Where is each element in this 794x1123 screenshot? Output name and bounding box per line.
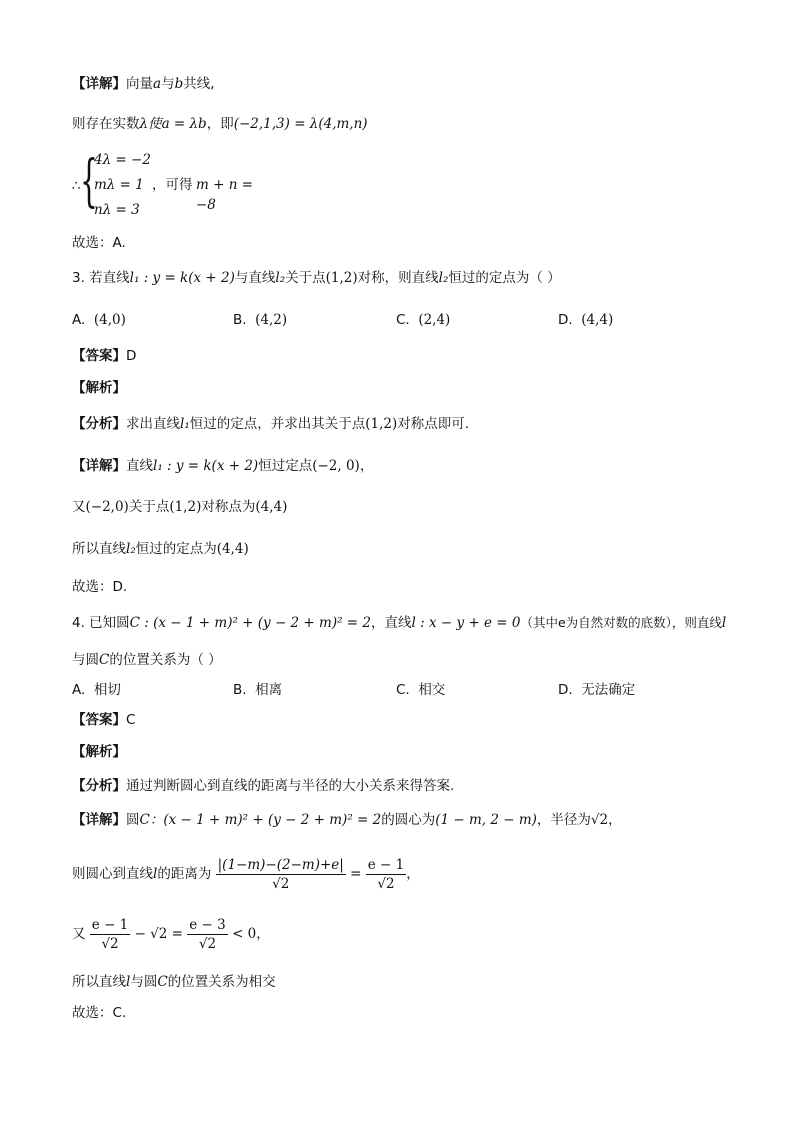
so-text: 所以直线 bbox=[72, 974, 126, 990]
option-value: 相离 bbox=[255, 682, 283, 698]
detail-text: 圆 bbox=[126, 812, 140, 828]
vector-b: b bbox=[174, 76, 184, 92]
fraction-numerator: e − 3 bbox=[189, 916, 226, 933]
q4-circle-eq: C : (x − 1 + m)² + (y − 2 + m)² = 2 bbox=[129, 615, 371, 631]
option-label: D. bbox=[558, 682, 573, 698]
compare-end: < 0， bbox=[232, 926, 270, 942]
analyze-tag: 【分析】 bbox=[72, 778, 126, 794]
eq-vector: (−2,1,3) = λ(4,m,n) bbox=[233, 116, 368, 132]
q3-point: (1,2) bbox=[325, 270, 358, 286]
detail-c: C： bbox=[139, 812, 164, 828]
detail-radius: √2 bbox=[590, 812, 609, 828]
q3-line-l1: l₁ : y = k(x + 2) bbox=[129, 270, 235, 286]
dist-l: l bbox=[153, 866, 158, 882]
q4-distance bbox=[72, 852, 420, 896]
analyze-text: 恒过的定点，并求出其关于点 bbox=[189, 416, 366, 432]
again-point: (−2,0) bbox=[85, 499, 129, 515]
so-text: 与圆 bbox=[130, 974, 158, 990]
q3-stem-end2: 恒过的定点为（ ） bbox=[448, 270, 561, 286]
option-label: B. bbox=[233, 312, 247, 328]
q3-analysis-tag: 【解析】 bbox=[72, 380, 126, 396]
q4-analyze bbox=[72, 776, 454, 796]
analyze-tag: 【分析】 bbox=[72, 416, 126, 432]
answer-value: C bbox=[126, 712, 136, 728]
so-l2: l₂ bbox=[126, 541, 136, 557]
analyze-point: (1,2) bbox=[365, 416, 398, 432]
detail-tag: 【详解】 bbox=[72, 458, 126, 474]
compare-fraction bbox=[90, 916, 130, 953]
q3-stem-mid2: 关于点 bbox=[285, 270, 326, 286]
again-point: (1,2) bbox=[169, 499, 202, 515]
q3-answer bbox=[72, 346, 136, 366]
therefore-symbol: ∴ bbox=[72, 178, 81, 194]
option-value: 无法确定 bbox=[581, 682, 636, 698]
option-label: D. bbox=[558, 312, 573, 328]
dist-text: 的距离为 bbox=[157, 866, 212, 882]
vector-a: a bbox=[153, 76, 162, 92]
option-label: A. bbox=[72, 682, 86, 698]
q4-stem-text: 与圆 bbox=[72, 652, 99, 668]
detail-center: (1 − m, 2 − m) bbox=[435, 812, 537, 828]
q4-stem bbox=[72, 613, 726, 633]
option-value: 相交 bbox=[418, 682, 446, 698]
option-label: B. bbox=[233, 682, 247, 698]
again-text: 对称点为 bbox=[201, 499, 256, 515]
system-row-3: nλ = 3 bbox=[94, 202, 140, 218]
q4-stem-c: C bbox=[99, 652, 110, 668]
fraction-numerator: e − 1 bbox=[91, 916, 129, 933]
lambda-use: λ使 bbox=[139, 116, 162, 132]
distance-fraction-2 bbox=[366, 856, 406, 893]
analyze-text: 通过判断圆心到直线的距离与半径的大小关系来得答案. bbox=[126, 778, 455, 794]
detail-eq: (x − 1 + m)² + (y − 2 + m)² = 2 bbox=[163, 812, 382, 828]
exists-text: 则存在实数 bbox=[72, 116, 140, 132]
q3-stem-prefix: 3. 若直线 bbox=[72, 270, 130, 286]
fraction-numerator: e − 1 bbox=[367, 856, 405, 873]
so-text: 恒过的定点为 bbox=[135, 541, 217, 557]
option-label: C. bbox=[396, 682, 410, 698]
compare-fraction-2 bbox=[187, 916, 227, 953]
answer-value: D bbox=[126, 348, 137, 364]
fraction-denominator: √2 bbox=[377, 875, 395, 892]
detail-text: 向量 bbox=[126, 76, 153, 92]
analyze-l1: l₁ bbox=[180, 416, 190, 432]
option-value: (4,4) bbox=[581, 312, 614, 328]
q4-option-d bbox=[558, 680, 635, 700]
fraction-numerator: |(1−m)−(2−m)+e| bbox=[217, 856, 344, 873]
fraction-denominator: √2 bbox=[198, 935, 217, 952]
q4-line-eq: l : x − y + e = 0 bbox=[411, 615, 521, 631]
q4-stem-line2 bbox=[72, 650, 222, 670]
detail-text: ，半径为 bbox=[536, 812, 591, 828]
q2-detail-line bbox=[72, 74, 215, 94]
q3-option-a bbox=[72, 310, 126, 330]
system-row-2: mλ = 1 bbox=[94, 177, 144, 193]
equals-sign: = bbox=[350, 866, 362, 882]
q3-option-d bbox=[558, 310, 613, 330]
q3-l2b: l₂ bbox=[438, 270, 449, 286]
detail-eq: l₁ : y = k(x + 2) bbox=[153, 458, 259, 474]
system-row-1: 4λ = −2 bbox=[94, 152, 151, 168]
q3-l2: l₂ bbox=[275, 270, 286, 286]
analyze-text: 对称点即可. bbox=[397, 416, 470, 432]
so-text: 的位置关系为相交 bbox=[167, 974, 276, 990]
analyze-text: 求出直线 bbox=[126, 416, 180, 432]
option-value: (2,4) bbox=[418, 312, 451, 328]
option-label: A. bbox=[72, 312, 86, 328]
answer-tag: 【答案】 bbox=[72, 712, 126, 728]
q3-option-c bbox=[396, 310, 450, 330]
q4-l-end: l bbox=[721, 615, 727, 631]
result-eq: m + n = −8 bbox=[196, 177, 253, 213]
q3-analyze bbox=[72, 414, 469, 434]
q3-choose: 故选：D. bbox=[72, 579, 128, 595]
q2-answer: 故选：A. bbox=[72, 235, 126, 251]
again-text: 关于点 bbox=[128, 499, 170, 515]
ie-text: ，即 bbox=[206, 116, 234, 132]
fraction-denominator: √2 bbox=[101, 935, 119, 952]
detail-text: ， bbox=[359, 458, 374, 474]
answer-tag: 【答案】 bbox=[72, 348, 126, 364]
q4-analysis-tag: 【解析】 bbox=[72, 744, 126, 760]
detail-text: ， bbox=[608, 812, 622, 828]
q3-stem-end: 对称，则直线 bbox=[357, 270, 439, 286]
q3-stem-mid: 与直线 bbox=[234, 270, 276, 286]
detail-text: 恒过定点 bbox=[258, 458, 313, 474]
q4-answer bbox=[72, 710, 135, 730]
so-text: 所以直线 bbox=[72, 541, 126, 557]
result-text: ，可得 bbox=[152, 177, 193, 193]
fraction-denominator: √2 bbox=[272, 875, 290, 892]
again-text: 又 bbox=[72, 499, 86, 515]
option-label: C. bbox=[396, 312, 410, 328]
equation-system bbox=[72, 150, 272, 220]
dist-text: 则圆心到直线 bbox=[72, 866, 153, 882]
q4-compare bbox=[72, 912, 270, 956]
detail-tag: 【详解】 bbox=[72, 76, 126, 92]
q4-choose: 故选：C. bbox=[72, 1005, 127, 1021]
q2-exists-line bbox=[72, 114, 368, 134]
again-point: (4,4) bbox=[255, 499, 288, 515]
eq-a-lambda-b: a = λb bbox=[161, 116, 207, 132]
and-text: 与 bbox=[161, 76, 175, 92]
distance-fraction bbox=[216, 856, 346, 893]
q4-option-b bbox=[233, 680, 282, 700]
compare-minus: − √2 = bbox=[134, 926, 183, 942]
q4-stem-mid: ，直线 bbox=[371, 615, 412, 631]
detail-text: 直线 bbox=[126, 458, 153, 474]
so-l: l bbox=[126, 974, 131, 990]
q4-option-a bbox=[72, 680, 121, 700]
option-value: (4,2) bbox=[255, 312, 288, 328]
so-point: (4,4) bbox=[216, 541, 249, 557]
q3-stem bbox=[72, 268, 561, 288]
option-value: 相切 bbox=[93, 682, 121, 698]
option-value: (4,0) bbox=[93, 312, 126, 328]
q3-detail bbox=[72, 456, 373, 476]
q3-option-b bbox=[233, 310, 287, 330]
collinear-text: 共线, bbox=[183, 76, 215, 92]
brace: { bbox=[80, 149, 98, 214]
detail-text: 的圆心为 bbox=[381, 812, 436, 828]
q3-so bbox=[72, 539, 249, 559]
q4-detail bbox=[72, 810, 622, 830]
q3-again bbox=[72, 497, 287, 517]
dist-end: ， bbox=[406, 866, 420, 882]
detail-point: (−2, 0) bbox=[312, 458, 360, 474]
so-c: C bbox=[157, 974, 168, 990]
q4-stem-prefix: 4. 已知圆 bbox=[72, 615, 130, 631]
q4-stem-text: 的位置关系为（ ） bbox=[109, 652, 222, 668]
detail-tag: 【详解】 bbox=[72, 812, 126, 828]
again-text: 又 bbox=[72, 926, 86, 942]
q4-stem-end: （其中e为自然对数的底数），则直线 bbox=[520, 615, 722, 630]
q4-so bbox=[72, 972, 276, 992]
q4-option-c bbox=[396, 680, 445, 700]
